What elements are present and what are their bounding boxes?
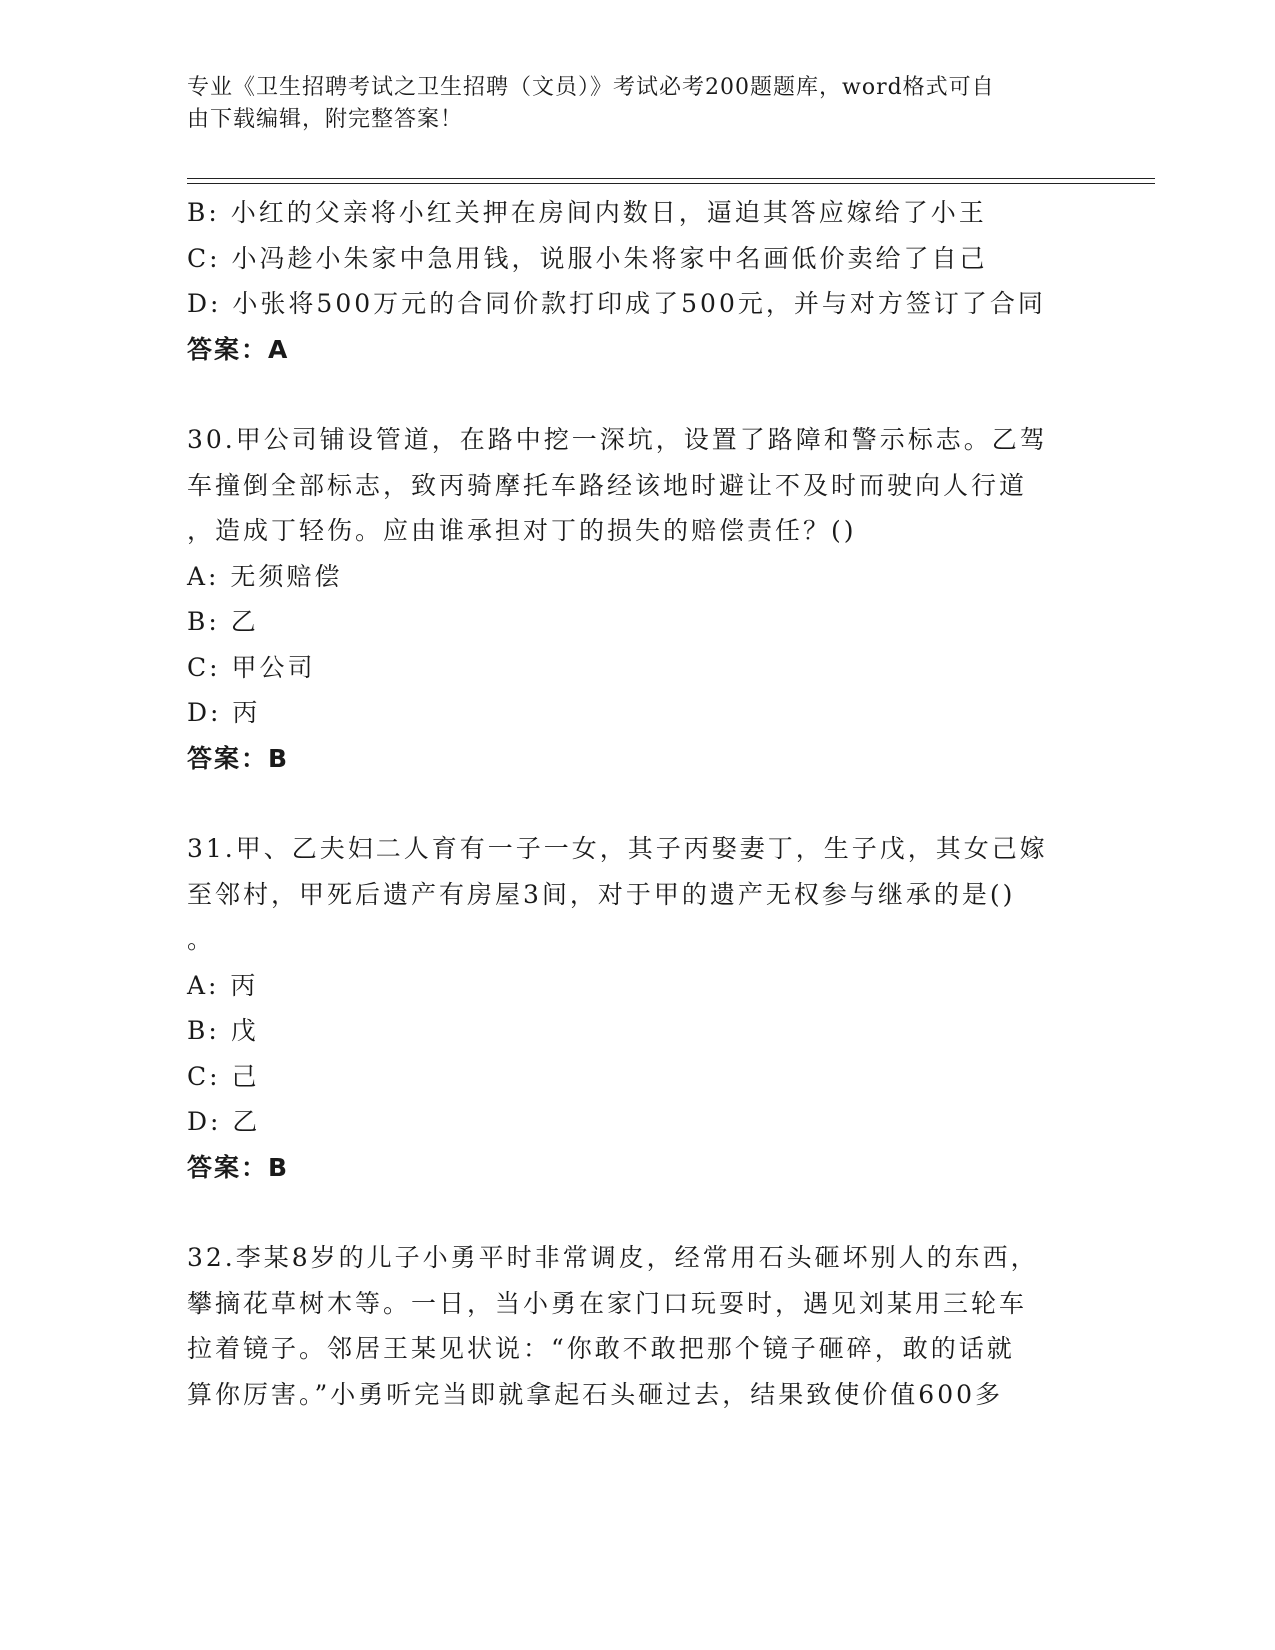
spacer — [187, 372, 1087, 417]
option-b: B: 戊 — [187, 1016, 259, 1045]
header-line-2: 由下载编辑，附完整答案！ — [187, 107, 464, 132]
option-a: A: 无须赔偿 — [187, 561, 343, 591]
header-rule-bottom — [187, 183, 1155, 184]
answer: 答案：B — [187, 743, 290, 773]
question-29-tail — [187, 190, 1087, 372]
spacer — [187, 1190, 1087, 1235]
question-text-line: 攀摘花草树木等。一日，当小勇在家门口玩耍时，遇见刘某用三轮车 — [187, 1288, 1028, 1318]
question-text-line: 。 — [187, 925, 216, 954]
document-header — [187, 72, 1067, 136]
option-b: B: 乙 — [187, 607, 259, 636]
answer: 答案：B — [187, 1152, 290, 1182]
question-30 — [187, 417, 1087, 781]
question-text-line: 车撞倒全部标志，致丙骑摩托车路经该地时避让不及时而驶向人行道 — [187, 470, 1028, 500]
option-c: C: 甲公司 — [187, 652, 316, 682]
option-c: C: 己 — [187, 1061, 260, 1091]
option-d: D: 丙 — [187, 698, 261, 727]
option-a: A: 丙 — [187, 970, 259, 1000]
question-text-line: 31.甲、乙夫妇二人育有一子一女，其子丙娶妻丁，生子戊，其女己嫁 — [187, 834, 1048, 863]
question-text-line: 至邻村，甲死后遗产有房屋3间，对于甲的遗产无权参与继承的是() — [187, 879, 1016, 909]
question-text-line: 32.李某8岁的儿子小勇平时非常调皮，经常用石头砸坏别人的东西， — [187, 1243, 1039, 1272]
question-text-line: 30.甲公司铺设管道，在路中挖一深坑，设置了路障和警示标志。乙驾 — [187, 425, 1048, 454]
header-rule-top — [187, 178, 1155, 179]
document-body — [187, 190, 1087, 1417]
question-32 — [187, 1235, 1087, 1417]
option-b: B: 小红的父亲将小红关押在房间内数日，逼迫其答应嫁给了小王 — [187, 198, 987, 227]
header-line-1: 专业《卫生招聘考试之卫生招聘（文员）》考试必考200题题库，word格式可自 — [187, 75, 995, 100]
option-c: C: 小冯趁小朱家中急用钱，说服小朱将家中名画低价卖给了自己 — [187, 243, 988, 273]
question-text-line: ，造成丁轻伤。应由谁承担对丁的损失的赔偿责任？() — [187, 516, 857, 545]
question-text-line: 算你厉害。”小勇听完当即就拿起石头砸过去，结果致使价值600多 — [187, 1379, 1004, 1409]
question-31 — [187, 826, 1087, 1190]
answer: 答案：A — [187, 334, 290, 364]
option-d: D: 乙 — [187, 1107, 261, 1136]
question-text-line: 拉着镜子。邻居王某见状说：“你敢不敢把那个镜子砸碎，敢的话就 — [187, 1334, 1015, 1363]
option-d: D: 小张将500万元的合同价款打印成了500元，并与对方签订了合同 — [187, 289, 1046, 318]
spacer — [187, 781, 1087, 826]
